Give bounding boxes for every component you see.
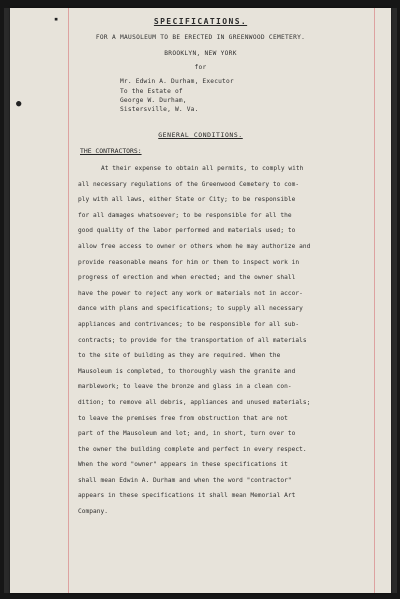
addressee-line: To the Estate of: [120, 88, 183, 95]
document-subtitle: FOR A MAUSOLEUM TO BE ERECTED IN GREENWOOD CEMETERY.: [95, 34, 306, 41]
section-heading: GENERAL CONDITIONS.: [158, 131, 243, 139]
body-line: to leave the premises free from obstruction that are not: [78, 414, 288, 422]
for-label: for: [194, 64, 207, 71]
body-line: progress of erection and when erected; and the owner shall: [78, 274, 296, 282]
body-line: have the power to reject any work or materials not in accor-: [78, 289, 303, 297]
body-line: dition; to remove all debris, appliances and unused materials;: [78, 398, 311, 406]
addressee-line: Sistersville, W. Va.: [120, 106, 199, 113]
body-line: shall mean Edwin A. Durham and when the word "contractor": [78, 476, 292, 484]
body-line: At their expense to obtain all permits, to comply with: [101, 165, 304, 172]
right-scan-edge: [391, 8, 397, 593]
body-line: ply with all laws, either State or City; to be responsible: [78, 196, 296, 204]
body-line: to the site of building as they are required. When the: [78, 352, 281, 360]
corner-mark: ▪: [54, 15, 59, 23]
body-line: for all damages whatsoever; to be responsible for all the: [78, 211, 292, 219]
body-line: the owner the building complete and perfect in every respect.: [78, 445, 307, 453]
body-line: When the word "owner" appears in these specifications it: [78, 461, 288, 469]
body-line: good quality of the labor performed and materials used; to: [78, 227, 296, 235]
body-line: allow free access to owner or others whom he may authorize and: [78, 242, 311, 250]
body-text: [78, 161, 378, 520]
body-line: dance with plans and specifications; to supply all necessary: [78, 305, 303, 313]
addressee-line: Mr. Edwin A. Durham, Executor: [120, 78, 234, 85]
subheading: THE CONTRACTORS:: [80, 147, 142, 155]
document-page: [10, 8, 391, 593]
body-line: part of the Mausoleum and lot; and, in short, turn over to: [78, 430, 296, 438]
body-line: all necessary regulations of the Greenwood Cemetery to com-: [78, 180, 300, 188]
body-line: appears in these specifications it shall mean Memorial Art: [78, 492, 296, 500]
punch-mark: ●: [16, 99, 22, 109]
body-line: provide reasonable means for him or them to inspect work in: [78, 258, 300, 266]
addressee-line: George W. Durham,: [120, 97, 187, 104]
body-line: contracts; to provide for the transportation of all materials: [78, 336, 307, 344]
document-title: SPECIFICATIONS.: [153, 17, 248, 26]
body-line: Mausoleum is completed, to thoroughly wash the granite and: [78, 367, 296, 375]
document-location: BROOKLYN, NEW YORK: [164, 50, 237, 57]
body-line: Company.: [78, 508, 108, 516]
left-margin-rule: [68, 8, 69, 593]
body-line: marblework; to leave the bronze and glass in a clean con-: [78, 383, 292, 391]
body-line: appliances and contrivances; to be responsible for all sub-: [78, 320, 300, 328]
